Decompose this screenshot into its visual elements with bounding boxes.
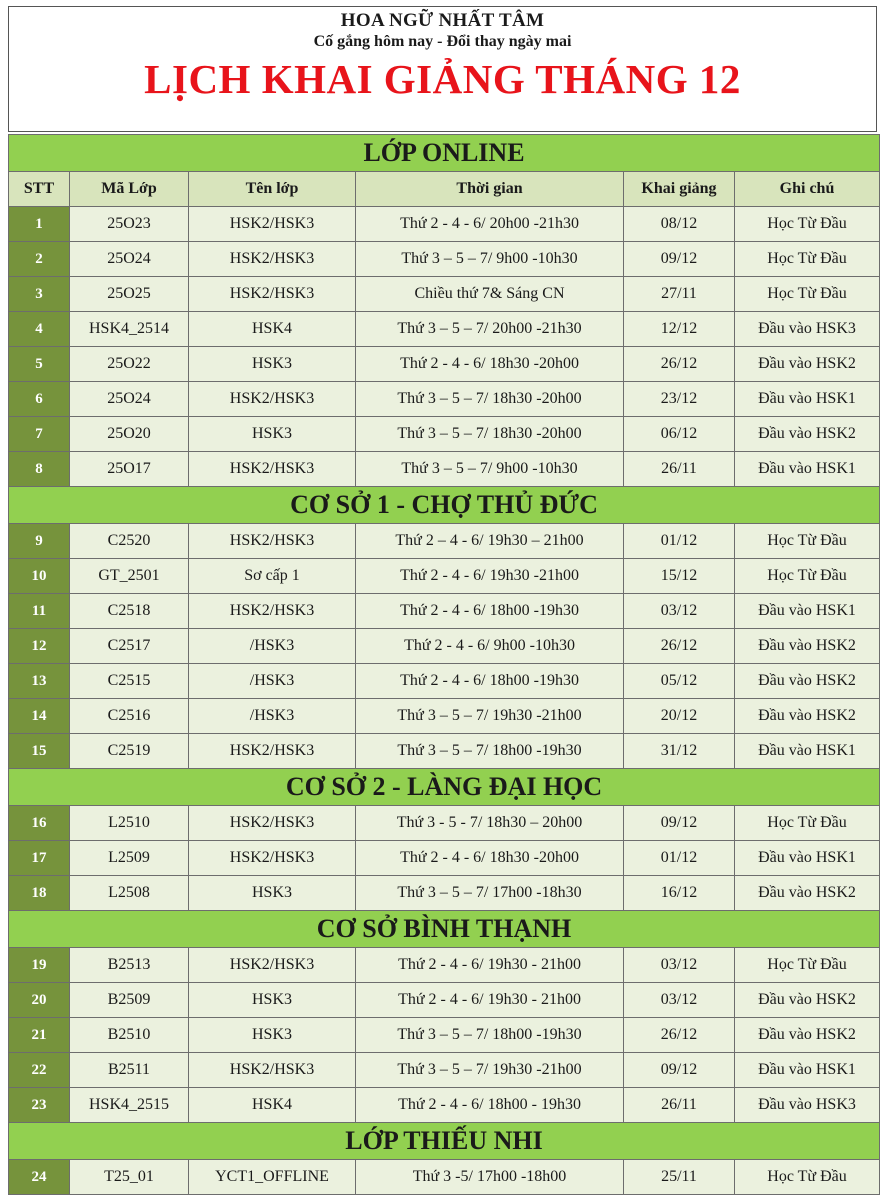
table-row <box>9 699 880 734</box>
cell-note: Đầu vào HSK3 <box>735 1088 880 1123</box>
table-row <box>9 559 880 594</box>
cell-note: Học Từ Đầu <box>735 948 880 983</box>
cell-class-code: 25O20 <box>70 417 189 452</box>
cell-stt: 6 <box>9 382 70 417</box>
column-header-row <box>9 172 880 207</box>
table-row <box>9 1160 880 1195</box>
cell-class-name: HSK2/HSK3 <box>189 1053 356 1088</box>
section-header-row <box>9 487 880 524</box>
section-header-row <box>9 911 880 948</box>
cell-schedule-time: Thứ 3 – 5 – 7/ 9h00 -10h30 <box>356 242 624 277</box>
cell-start-date: 31/12 <box>624 734 735 769</box>
cell-class-name: HSK2/HSK3 <box>189 806 356 841</box>
cell-stt: 1 <box>9 207 70 242</box>
cell-stt: 20 <box>9 983 70 1018</box>
cell-schedule-time: Thứ 3 – 5 – 7/ 18h30 -20h00 <box>356 417 624 452</box>
page-title: LỊCH KHAI GIẢNG THÁNG 12 <box>144 56 741 102</box>
cell-class-name: YCT1_OFFLINE <box>189 1160 356 1195</box>
column-header-schedule-time: Thời gian <box>356 172 624 207</box>
cell-class-name: HSK3 <box>189 876 356 911</box>
cell-stt: 8 <box>9 452 70 487</box>
cell-start-date: 26/12 <box>624 1018 735 1053</box>
column-header-class-name: Tên lớp <box>189 172 356 207</box>
cell-class-code: L2509 <box>70 841 189 876</box>
cell-start-date: 26/12 <box>624 629 735 664</box>
cell-stt: 22 <box>9 1053 70 1088</box>
cell-note: Học Từ Đầu <box>735 1160 880 1195</box>
cell-class-name: HSK2/HSK3 <box>189 277 356 312</box>
cell-schedule-time: Thứ 2 - 4 - 6/ 18h30 -20h00 <box>356 347 624 382</box>
cell-note: Đầu vào HSK1 <box>735 382 880 417</box>
cell-note: Đầu vào HSK2 <box>735 983 880 1018</box>
cell-class-code: C2517 <box>70 629 189 664</box>
cell-schedule-time: Thứ 3 – 5 – 7/ 9h00 -10h30 <box>356 452 624 487</box>
cell-class-name: HSK3 <box>189 1018 356 1053</box>
cell-class-name: HSK2/HSK3 <box>189 524 356 559</box>
table-row <box>9 524 880 559</box>
cell-stt: 14 <box>9 699 70 734</box>
cell-stt: 10 <box>9 559 70 594</box>
table-row <box>9 382 880 417</box>
cell-note: Đầu vào HSK1 <box>735 1053 880 1088</box>
cell-schedule-time: Thứ 3 -5/ 17h00 -18h00 <box>356 1160 624 1195</box>
cell-class-code: C2515 <box>70 664 189 699</box>
cell-start-date: 03/12 <box>624 948 735 983</box>
cell-class-code: B2510 <box>70 1018 189 1053</box>
cell-stt: 18 <box>9 876 70 911</box>
cell-class-name: HSK3 <box>189 417 356 452</box>
cell-class-code: 25O17 <box>70 452 189 487</box>
cell-note: Học Từ Đầu <box>735 559 880 594</box>
cell-stt: 7 <box>9 417 70 452</box>
table-row <box>9 1018 880 1053</box>
cell-class-code: L2510 <box>70 806 189 841</box>
section-title: CƠ SỞ BÌNH THẠNH <box>9 911 880 948</box>
cell-note: Học Từ Đầu <box>735 806 880 841</box>
cell-stt: 23 <box>9 1088 70 1123</box>
cell-start-date: 08/12 <box>624 207 735 242</box>
cell-schedule-time: Thứ 2 - 4 - 6/ 18h00 - 19h30 <box>356 1088 624 1123</box>
cell-schedule-time: Thứ 3 – 5 – 7/ 18h00 -19h30 <box>356 734 624 769</box>
cell-stt: 13 <box>9 664 70 699</box>
schedule-header <box>8 6 877 132</box>
table-row <box>9 1088 880 1123</box>
section-header-row <box>9 769 880 806</box>
cell-note: Đầu vào HSK2 <box>735 629 880 664</box>
cell-schedule-time: Thứ 2 - 4 - 6/ 18h30 -20h00 <box>356 841 624 876</box>
cell-stt: 11 <box>9 594 70 629</box>
cell-class-code: 25O25 <box>70 277 189 312</box>
cell-note: Đầu vào HSK2 <box>735 417 880 452</box>
cell-schedule-time: Thứ 2 - 4 - 6/ 19h30 - 21h00 <box>356 948 624 983</box>
cell-class-name: HSK2/HSK3 <box>189 734 356 769</box>
cell-stt: 4 <box>9 312 70 347</box>
cell-schedule-time: Thứ 2 - 4 - 6/ 19h30 - 21h00 <box>356 983 624 1018</box>
cell-class-code: L2508 <box>70 876 189 911</box>
cell-note: Học Từ Đầu <box>735 277 880 312</box>
cell-note: Đầu vào HSK3 <box>735 312 880 347</box>
cell-schedule-time: Thứ 3 – 5 – 7/ 19h30 -21h00 <box>356 1053 624 1088</box>
cell-schedule-time: Thứ 3 – 5 – 7/ 18h30 -20h00 <box>356 382 624 417</box>
cell-class-code: 25O24 <box>70 382 189 417</box>
brand-name: HOA NGỮ NHẤT TÂM <box>340 10 545 31</box>
table-row <box>9 948 880 983</box>
cell-class-name: HSK2/HSK3 <box>189 948 356 983</box>
slogan: Cố gắng hôm nay - Đổi thay ngày mai <box>313 33 572 50</box>
cell-class-name: Sơ cấp 1 <box>189 559 356 594</box>
cell-class-name: HSK3 <box>189 347 356 382</box>
cell-class-code: C2518 <box>70 594 189 629</box>
cell-start-date: 09/12 <box>624 1053 735 1088</box>
table-row <box>9 664 880 699</box>
cell-class-name: HSK4 <box>189 1088 356 1123</box>
section-title: CƠ SỞ 1 - CHỢ THỦ ĐỨC <box>9 487 880 524</box>
table-row <box>9 876 880 911</box>
table-row <box>9 417 880 452</box>
cell-note: Học Từ Đầu <box>735 242 880 277</box>
section-title: LỚP ONLINE <box>9 135 880 172</box>
cell-class-name: HSK2/HSK3 <box>189 242 356 277</box>
table-row <box>9 312 880 347</box>
cell-note: Học Từ Đầu <box>735 524 880 559</box>
cell-stt: 19 <box>9 948 70 983</box>
cell-stt: 15 <box>9 734 70 769</box>
cell-class-name: /HSK3 <box>189 699 356 734</box>
cell-start-date: 23/12 <box>624 382 735 417</box>
cell-schedule-time: Thứ 2 - 4 - 6/ 18h00 -19h30 <box>356 594 624 629</box>
table-row <box>9 452 880 487</box>
cell-schedule-time: Thứ 3 – 5 – 7/ 20h00 -21h30 <box>356 312 624 347</box>
table-row <box>9 277 880 312</box>
cell-stt: 3 <box>9 277 70 312</box>
cell-start-date: 26/11 <box>624 1088 735 1123</box>
cell-schedule-time: Thứ 2 - 4 - 6/ 19h30 -21h00 <box>356 559 624 594</box>
cell-stt: 5 <box>9 347 70 382</box>
cell-schedule-time: Thứ 2 – 4 - 6/ 19h30 – 21h00 <box>356 524 624 559</box>
cell-start-date: 03/12 <box>624 594 735 629</box>
cell-note: Đầu vào HSK2 <box>735 664 880 699</box>
cell-class-code: HSK4_2515 <box>70 1088 189 1123</box>
cell-stt: 2 <box>9 242 70 277</box>
cell-class-code: B2509 <box>70 983 189 1018</box>
table-row <box>9 983 880 1018</box>
table-row <box>9 841 880 876</box>
cell-schedule-time: Thứ 3 – 5 – 7/ 17h00 -18h30 <box>356 876 624 911</box>
cell-schedule-time: Chiều thứ 7& Sáng CN <box>356 277 624 312</box>
cell-class-name: HSK2/HSK3 <box>189 841 356 876</box>
table-row <box>9 207 880 242</box>
table-row <box>9 806 880 841</box>
cell-schedule-time: Thứ 2 - 4 - 6/ 20h00 -21h30 <box>356 207 624 242</box>
section-title: LỚP THIẾU NHI <box>9 1123 880 1160</box>
cell-class-code: 25O23 <box>70 207 189 242</box>
cell-schedule-time: Thứ 3 – 5 – 7/ 18h00 -19h30 <box>356 1018 624 1053</box>
cell-schedule-time: Thứ 2 - 4 - 6/ 18h00 -19h30 <box>356 664 624 699</box>
cell-start-date: 15/12 <box>624 559 735 594</box>
cell-start-date: 05/12 <box>624 664 735 699</box>
cell-start-date: 09/12 <box>624 806 735 841</box>
cell-note: Đầu vào HSK2 <box>735 347 880 382</box>
cell-stt: 24 <box>9 1160 70 1195</box>
cell-stt: 17 <box>9 841 70 876</box>
cell-stt: 9 <box>9 524 70 559</box>
cell-start-date: 01/12 <box>624 524 735 559</box>
cell-schedule-time: Thứ 3 – 5 – 7/ 19h30 -21h00 <box>356 699 624 734</box>
cell-class-name: HSK4 <box>189 312 356 347</box>
cell-start-date: 16/12 <box>624 876 735 911</box>
cell-start-date: 20/12 <box>624 699 735 734</box>
cell-note: Đầu vào HSK2 <box>735 699 880 734</box>
cell-schedule-time: Thứ 2 - 4 - 6/ 9h00 -10h30 <box>356 629 624 664</box>
table-row <box>9 242 880 277</box>
cell-stt: 12 <box>9 629 70 664</box>
cell-note: Đầu vào HSK1 <box>735 734 880 769</box>
cell-class-name: HSK2/HSK3 <box>189 382 356 417</box>
cell-class-code: HSK4_2514 <box>70 312 189 347</box>
schedule-table <box>8 134 880 1195</box>
cell-class-code: 25O24 <box>70 242 189 277</box>
cell-start-date: 27/11 <box>624 277 735 312</box>
cell-note: Đầu vào HSK2 <box>735 1018 880 1053</box>
cell-class-code: C2519 <box>70 734 189 769</box>
cell-start-date: 09/12 <box>624 242 735 277</box>
section-header-row <box>9 1123 880 1160</box>
table-row <box>9 734 880 769</box>
cell-stt: 21 <box>9 1018 70 1053</box>
cell-start-date: 03/12 <box>624 983 735 1018</box>
cell-class-code: C2520 <box>70 524 189 559</box>
cell-class-code: GT_2501 <box>70 559 189 594</box>
cell-class-name: /HSK3 <box>189 629 356 664</box>
cell-class-code: C2516 <box>70 699 189 734</box>
cell-start-date: 25/11 <box>624 1160 735 1195</box>
column-header-class-code: Mã Lớp <box>70 172 189 207</box>
cell-class-name: HSK2/HSK3 <box>189 452 356 487</box>
cell-class-code: B2511 <box>70 1053 189 1088</box>
cell-class-code: B2513 <box>70 948 189 983</box>
section-title: CƠ SỞ 2 - LÀNG ĐẠI HỌC <box>9 769 880 806</box>
cell-class-code: T25_01 <box>70 1160 189 1195</box>
cell-note: Đầu vào HSK1 <box>735 841 880 876</box>
cell-start-date: 06/12 <box>624 417 735 452</box>
section-header-row <box>9 135 880 172</box>
column-header-stt: STT <box>9 172 70 207</box>
column-header-note: Ghi chú <box>735 172 880 207</box>
cell-class-code: 25O22 <box>70 347 189 382</box>
cell-note: Đầu vào HSK2 <box>735 876 880 911</box>
cell-start-date: 26/12 <box>624 347 735 382</box>
cell-note: Đầu vào HSK1 <box>735 452 880 487</box>
cell-stt: 16 <box>9 806 70 841</box>
cell-class-name: HSK2/HSK3 <box>189 594 356 629</box>
column-header-start-date: Khai giảng <box>624 172 735 207</box>
table-row <box>9 347 880 382</box>
cell-class-name: HSK2/HSK3 <box>189 207 356 242</box>
cell-start-date: 01/12 <box>624 841 735 876</box>
cell-note: Học Từ Đầu <box>735 207 880 242</box>
table-row <box>9 1053 880 1088</box>
cell-note: Đầu vào HSK1 <box>735 594 880 629</box>
table-row <box>9 594 880 629</box>
cell-schedule-time: Thứ 3 - 5 - 7/ 18h30 – 20h00 <box>356 806 624 841</box>
cell-start-date: 26/11 <box>624 452 735 487</box>
cell-class-name: /HSK3 <box>189 664 356 699</box>
table-row <box>9 629 880 664</box>
cell-class-name: HSK3 <box>189 983 356 1018</box>
cell-start-date: 12/12 <box>624 312 735 347</box>
